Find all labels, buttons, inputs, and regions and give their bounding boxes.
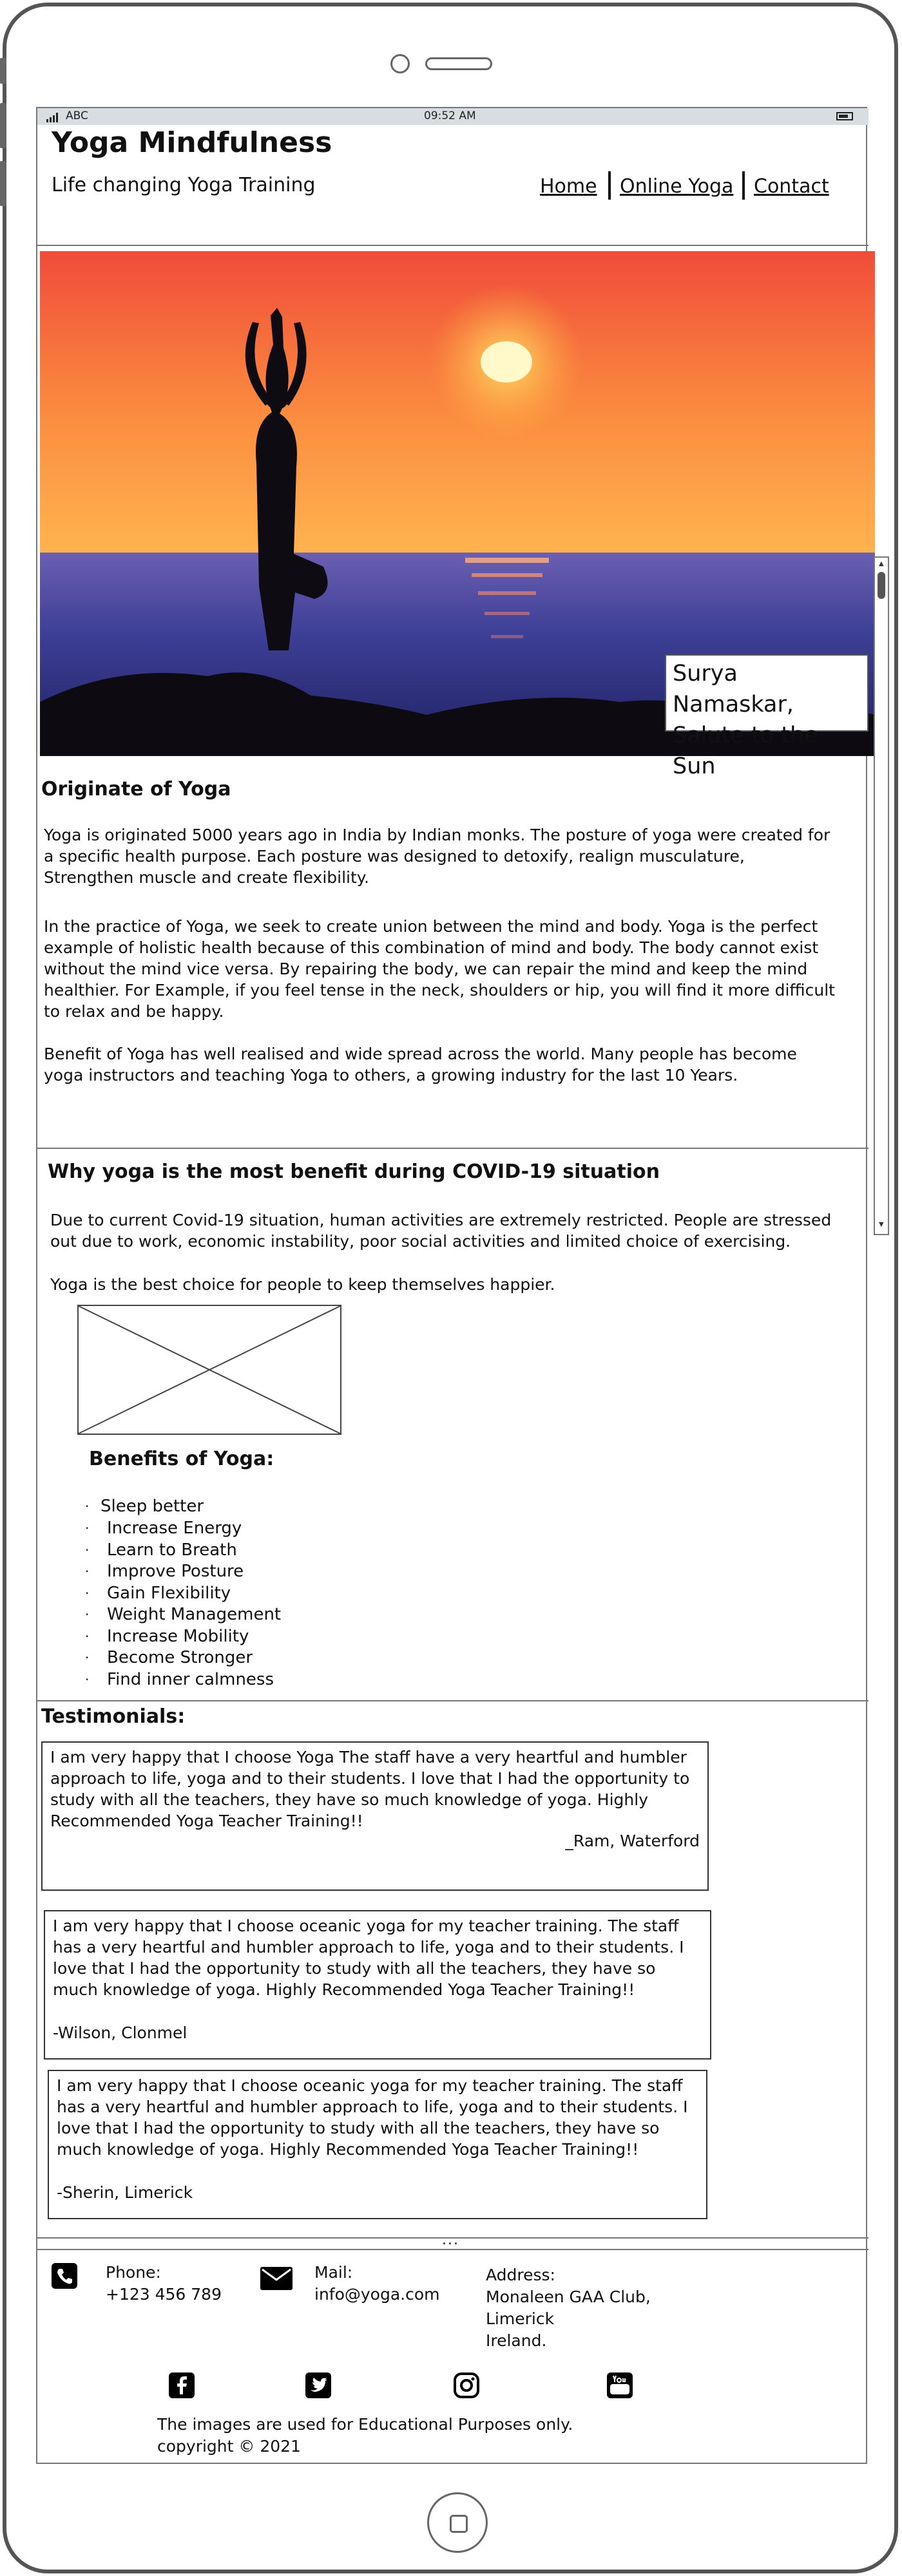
signal-icon — [46, 111, 63, 122]
speaker — [425, 57, 492, 70]
covid-paragraph-2: Yoga is the best choice for people to keep themselves happier. — [50, 1275, 555, 1294]
section-divider — [37, 1700, 868, 1701]
testimonial-author: -Sherin, Limerick — [57, 2183, 193, 2202]
section-divider — [37, 1148, 868, 1149]
benefit-label: Weight Management — [107, 1605, 282, 1624]
benefit-label: Increase Energy — [107, 1519, 242, 1538]
bullet: · — [85, 1586, 90, 1601]
nav-contact[interactable]: Contact — [754, 175, 829, 198]
bullet: · — [85, 1629, 90, 1644]
facebook-icon[interactable] — [169, 2372, 195, 2398]
benefits-heading: Benefits of Yoga: — [89, 1448, 274, 1470]
mail-address[interactable]: info@yoga.com — [314, 2285, 440, 2304]
side-button — [0, 58, 6, 84]
address-line-2: Limerick — [486, 2309, 555, 2328]
address-label: Address: — [486, 2266, 555, 2284]
bullet: · — [85, 1520, 90, 1536]
site-title: Yoga Mindfulness — [52, 126, 332, 159]
phone-icon — [52, 2263, 77, 2289]
site-subtitle: Life changing Yoga Training — [52, 174, 316, 196]
testimonial-card — [44, 1910, 711, 2060]
scrollbar[interactable] — [874, 556, 889, 1235]
scroll-up-arrow[interactable]: ▲ — [879, 560, 884, 567]
testimonial-card — [41, 1741, 709, 1891]
address-line-1: Monaleen GAA Club, — [486, 2287, 651, 2306]
benefit-label: Increase Mobility — [107, 1627, 249, 1646]
twitter-icon[interactable] — [305, 2372, 331, 2398]
testimonial-text: I am very happy that I choose Yoga The staff have a very heartful and humbler approach to life, yoga and to their students. I love that I had the opportunity to study with all the teachers, they have so much knowledge of yoga. Highly Recommended Yoga Teacher Training!! — [50, 1748, 690, 1830]
testimonial-card — [48, 2070, 707, 2219]
benefit-label: Become Stronger — [107, 1648, 253, 1667]
camera — [390, 54, 410, 73]
nav-separator — [742, 171, 745, 200]
header-divider — [37, 245, 868, 246]
testimonials-heading: Testimonials: — [41, 1705, 186, 1728]
hero-image — [40, 251, 875, 779]
scrollbar-thumb[interactable] — [878, 572, 885, 599]
testimonial-text: I am very happy that I choose oceanic yoga for my teacher training. The staff has a very heartful and humbler approach to life, yoga and to their students. I love that I had the opportunity to study with all the teachers, they have so much knowledge of yoga. Highly Recommended Yoga Teacher Training!! — [57, 2076, 688, 2159]
nav-home[interactable]: Home — [540, 175, 597, 198]
instagram-icon[interactable] — [454, 2372, 479, 2398]
hero-caption-line2: Salute to the Sun — [673, 723, 818, 779]
mail-icon — [260, 2267, 293, 2290]
bullet: · — [85, 1499, 90, 1514]
hero-caption-line1: Surya Namaskar, — [673, 661, 794, 717]
screen — [36, 107, 867, 2464]
home-button-icon — [450, 2515, 468, 2533]
origin-paragraph-3: Benefit of Yoga has well realised and wide spread across the world. Many people has become yoga instructors and teaching Yoga to others, a growing industry for the last 10 Years. — [44, 1045, 797, 1084]
benefit-label: Find inner calmness — [107, 1670, 274, 1689]
origin-paragraph-2: In the practice of Yoga, we seek to create union between the mind and body. Yoga is the perfect example of holistic health because of this combination of mind and body. The body cannot exist without the mind vice versa. By repairing the body, we can repair the mind and keep the mind healthier. For Example, if you feel tense in the neck, shoulders or hip, you will find it more difficult to relax and be happy. — [44, 917, 835, 1021]
phone-label: Phone: — [106, 2263, 161, 2282]
bullet: · — [85, 1607, 90, 1622]
origin-paragraph-1: Yoga is originated 5000 years ago in India by Indian monks. The posture of yoga were created for a specific health purpose. Each posture was designed to detoxify, realign musculature, Strengthen muscle and create flexibility. — [44, 826, 830, 887]
side-button — [0, 103, 6, 148]
status-bar — [37, 108, 868, 125]
benefit-label: Improve Posture — [107, 1562, 244, 1581]
origin-heading: Originate of Yoga — [41, 778, 231, 800]
youtube-icon[interactable] — [607, 2372, 633, 2398]
hero-caption — [665, 654, 868, 779]
carrier-label: ABC — [66, 109, 88, 122]
testimonial-author: -Wilson, Clonmel — [53, 2023, 187, 2042]
footer-note: The images are used for Educational Purposes only. — [157, 2415, 573, 2434]
side-button — [0, 161, 6, 206]
testimonial-author: _Ram, Waterford — [565, 1832, 700, 1850]
benefit-label: Gain Flexibility — [107, 1584, 231, 1603]
bullet: · — [85, 1650, 90, 1665]
clock: 09:52 AM — [424, 109, 476, 122]
covid-paragraph-1: Due to current Covid-19 situation, human activities are extremely restricted. People are stressed out due to work, economic instability, poor social activities and limited choice of exercising. — [50, 1211, 832, 1251]
benefit-label: Learn to Breath — [107, 1540, 237, 1560]
footer-divider — [37, 2249, 868, 2250]
covid-heading: Why yoga is the most benefit during COVID-19 situation — [48, 1160, 660, 1183]
benefit-label: Sleep better — [101, 1497, 204, 1516]
mail-label: Mail: — [314, 2263, 353, 2282]
bullet: · — [85, 1672, 90, 1687]
more-separator: ... — [442, 2232, 459, 2248]
address-line-3: Ireland. — [486, 2331, 547, 2350]
bullet: · — [85, 1564, 90, 1579]
nav-separator — [608, 171, 611, 200]
home-button[interactable] — [427, 2492, 488, 2553]
image-placeholder — [77, 1305, 341, 1435]
nav-online-yoga[interactable]: Online Yoga — [620, 175, 734, 198]
scroll-down-arrow[interactable]: ▼ — [879, 1221, 884, 1228]
copyright: copyright © 2021 — [157, 2437, 301, 2456]
phone-number[interactable]: +123 456 789 — [106, 2285, 222, 2304]
testimonial-text: I am very happy that I choose oceanic yoga for my teacher training. The staff has a very heartful and humbler approach to life, yoga and to their students. I love that I had the opportunity to study with all the teachers, they have so much knowledge of yoga. Highly Recommended Yoga Teacher Training!! — [53, 1917, 684, 1999]
battery-icon — [836, 112, 853, 120]
bullet: · — [85, 1542, 90, 1558]
